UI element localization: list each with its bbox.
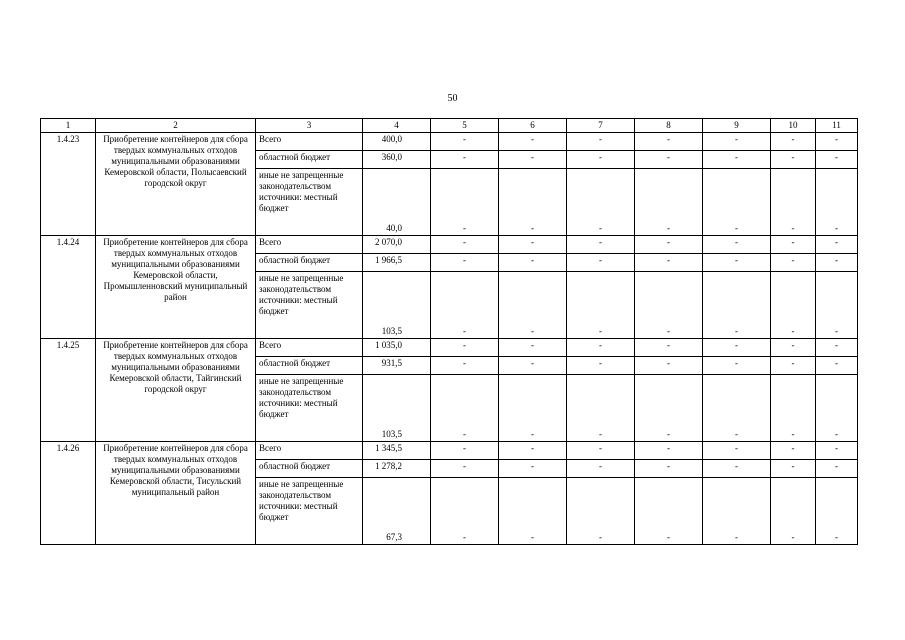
- amount-cell: 103,5: [363, 272, 431, 339]
- amount-cell: 400,0: [363, 133, 431, 151]
- value-cell: -: [771, 236, 816, 254]
- value-cell: -: [771, 151, 816, 169]
- value-cell: -: [816, 442, 858, 460]
- column-header: 10: [771, 119, 816, 133]
- value-cell: -: [499, 169, 567, 236]
- value-cell: -: [771, 339, 816, 357]
- value-cell: -: [431, 357, 499, 375]
- value-cell: -: [635, 133, 703, 151]
- value-cell: -: [703, 272, 771, 339]
- amount-cell: 931,5: [363, 357, 431, 375]
- value-cell: -: [771, 357, 816, 375]
- value-cell: -: [567, 254, 635, 272]
- funding-source: Всего: [256, 339, 363, 357]
- column-header: 4: [363, 119, 431, 133]
- value-cell: -: [431, 133, 499, 151]
- value-cell: -: [431, 236, 499, 254]
- funding-source: Всего: [256, 236, 363, 254]
- value-cell: -: [567, 478, 635, 545]
- value-cell: -: [771, 478, 816, 545]
- column-header: 9: [703, 119, 771, 133]
- value-cell: -: [816, 169, 858, 236]
- value-cell: -: [567, 375, 635, 442]
- value-cell: -: [635, 442, 703, 460]
- item-code: 1.4.24: [41, 236, 96, 339]
- value-cell: -: [816, 151, 858, 169]
- value-cell: -: [499, 442, 567, 460]
- amount-cell: 40,0: [363, 169, 431, 236]
- value-cell: -: [567, 442, 635, 460]
- item-code: 1.4.25: [41, 339, 96, 442]
- value-cell: -: [499, 339, 567, 357]
- value-cell: -: [635, 357, 703, 375]
- value-cell: -: [703, 375, 771, 442]
- item-code: 1.4.23: [41, 133, 96, 236]
- value-cell: -: [816, 133, 858, 151]
- value-cell: -: [771, 442, 816, 460]
- value-cell: -: [816, 236, 858, 254]
- funding-source: областной бюджет: [256, 254, 363, 272]
- value-cell: -: [816, 460, 858, 478]
- budget-table: [40, 118, 858, 545]
- value-cell: -: [567, 236, 635, 254]
- funding-source: иные не запрещенные законодательством источники: местный бюджет: [256, 272, 363, 339]
- table-row: [41, 133, 858, 151]
- value-cell: -: [431, 460, 499, 478]
- value-cell: -: [703, 478, 771, 545]
- item-name: Приобретение контейнеров для сбора твердых коммунальных отходов муниципальными образованиями Кемеровской области, Полысаевский городской округ: [96, 133, 256, 236]
- value-cell: -: [771, 272, 816, 339]
- value-cell: -: [771, 133, 816, 151]
- page-number: 50: [447, 93, 458, 104]
- value-cell: -: [431, 442, 499, 460]
- value-cell: -: [771, 375, 816, 442]
- value-cell: -: [816, 272, 858, 339]
- amount-cell: 1 035,0: [363, 339, 431, 357]
- value-cell: -: [771, 460, 816, 478]
- value-cell: -: [499, 254, 567, 272]
- column-header: 3: [256, 119, 363, 133]
- funding-source: областной бюджет: [256, 460, 363, 478]
- value-cell: -: [703, 254, 771, 272]
- item-code: 1.4.26: [41, 442, 96, 545]
- funding-source: Всего: [256, 442, 363, 460]
- value-cell: -: [703, 133, 771, 151]
- value-cell: -: [816, 339, 858, 357]
- value-cell: -: [635, 478, 703, 545]
- item-name: Приобретение контейнеров для сбора твердых коммунальных отходов муниципальными образованиями Кемеровской области, Тисульский муниципальный район: [96, 442, 256, 545]
- amount-cell: 1 278,2: [363, 460, 431, 478]
- value-cell: -: [499, 478, 567, 545]
- table-row: [41, 442, 858, 460]
- table-row: [41, 339, 858, 357]
- value-cell: -: [567, 460, 635, 478]
- value-cell: -: [635, 151, 703, 169]
- value-cell: -: [703, 442, 771, 460]
- value-cell: -: [816, 254, 858, 272]
- amount-cell: 1 345,5: [363, 442, 431, 460]
- column-header: 1: [41, 119, 96, 133]
- value-cell: -: [567, 133, 635, 151]
- value-cell: -: [431, 151, 499, 169]
- value-cell: -: [567, 169, 635, 236]
- value-cell: -: [816, 478, 858, 545]
- value-cell: -: [635, 169, 703, 236]
- value-cell: -: [567, 272, 635, 339]
- value-cell: -: [635, 375, 703, 442]
- value-cell: -: [499, 375, 567, 442]
- value-cell: -: [499, 357, 567, 375]
- value-cell: -: [431, 339, 499, 357]
- value-cell: -: [635, 339, 703, 357]
- value-cell: -: [816, 375, 858, 442]
- value-cell: -: [635, 254, 703, 272]
- item-name: Приобретение контейнеров для сбора твердых коммунальных отходов муниципальными образованиями Кемеровской области, Тайгинский городской округ: [96, 339, 256, 442]
- column-header: 2: [96, 119, 256, 133]
- funding-source: Всего: [256, 133, 363, 151]
- funding-source: иные не запрещенные законодательством источники: местный бюджет: [256, 169, 363, 236]
- amount-cell: 1 966,5: [363, 254, 431, 272]
- amount-cell: 67,3: [363, 478, 431, 545]
- value-cell: -: [703, 169, 771, 236]
- amount-cell: 103,5: [363, 375, 431, 442]
- value-cell: -: [499, 133, 567, 151]
- column-header: 7: [567, 119, 635, 133]
- value-cell: -: [499, 460, 567, 478]
- table-row: [41, 236, 858, 254]
- funding-source: иные не запрещенные законодательством источники: местный бюджет: [256, 478, 363, 545]
- funding-source: областной бюджет: [256, 357, 363, 375]
- value-cell: -: [431, 272, 499, 339]
- value-cell: -: [703, 339, 771, 357]
- value-cell: -: [635, 236, 703, 254]
- amount-cell: 2 070,0: [363, 236, 431, 254]
- value-cell: -: [499, 236, 567, 254]
- value-cell: -: [703, 236, 771, 254]
- column-header: 6: [499, 119, 567, 133]
- value-cell: -: [431, 375, 499, 442]
- value-cell: -: [499, 272, 567, 339]
- amount-cell: 360,0: [363, 151, 431, 169]
- column-header: 11: [816, 119, 858, 133]
- header-row: [41, 119, 858, 133]
- value-cell: -: [567, 151, 635, 169]
- column-header: 8: [635, 119, 703, 133]
- funding-source: иные не запрещенные законодательством источники: местный бюджет: [256, 375, 363, 442]
- value-cell: -: [567, 339, 635, 357]
- value-cell: -: [431, 478, 499, 545]
- value-cell: -: [635, 272, 703, 339]
- item-name: Приобретение контейнеров для сбора твердых коммунальных отходов муниципальными образованиями Кемеровской области, Промышленновский муниципальный район: [96, 236, 256, 339]
- value-cell: -: [703, 151, 771, 169]
- value-cell: -: [703, 357, 771, 375]
- value-cell: -: [771, 254, 816, 272]
- value-cell: -: [431, 254, 499, 272]
- column-header: 5: [431, 119, 499, 133]
- value-cell: -: [703, 460, 771, 478]
- value-cell: -: [431, 169, 499, 236]
- value-cell: -: [499, 151, 567, 169]
- value-cell: -: [816, 357, 858, 375]
- value-cell: -: [635, 460, 703, 478]
- value-cell: -: [771, 169, 816, 236]
- value-cell: -: [567, 357, 635, 375]
- funding-source: областной бюджет: [256, 151, 363, 169]
